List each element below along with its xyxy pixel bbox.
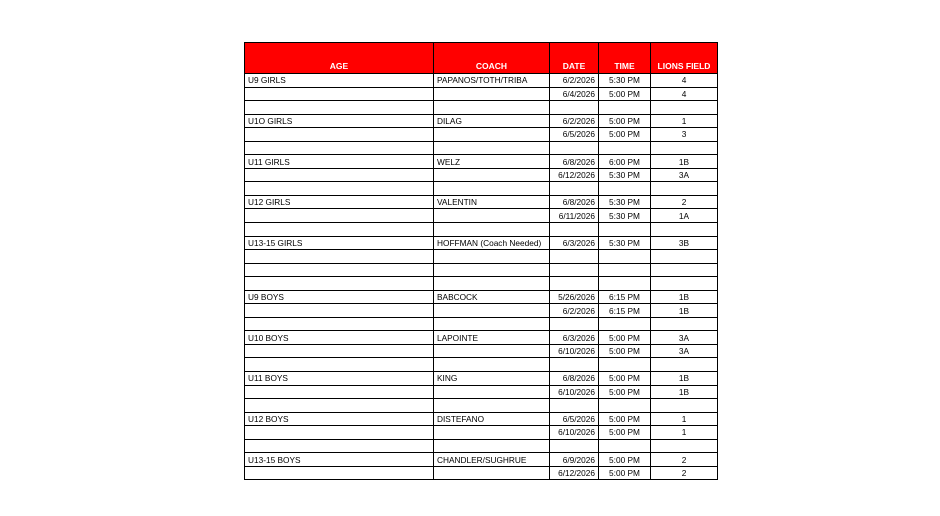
table-row — [245, 141, 718, 155]
table-row — [245, 358, 718, 372]
date-cell — [550, 223, 599, 237]
time-cell: 5:30 PM — [599, 74, 651, 88]
date-cell: 6/3/2026 — [550, 236, 599, 250]
date-cell — [550, 317, 599, 331]
table-row — [245, 290, 718, 304]
table-row — [245, 209, 718, 223]
field-cell: 2 — [651, 195, 718, 209]
field-cell: 3A — [651, 168, 718, 182]
field-cell: 2 — [651, 453, 718, 467]
time-cell — [599, 182, 651, 196]
age-cell: U9 GIRLS — [245, 74, 434, 88]
field-cell: 4 — [651, 87, 718, 101]
time-cell: 5:30 PM — [599, 209, 651, 223]
table-row — [245, 114, 718, 128]
date-cell — [550, 182, 599, 196]
age-cell — [245, 399, 434, 413]
age-cell — [245, 223, 434, 237]
age-cell — [245, 209, 434, 223]
table-row — [245, 426, 718, 440]
field-cell — [651, 317, 718, 331]
time-cell: 5:00 PM — [599, 385, 651, 399]
time-cell: 5:30 PM — [599, 195, 651, 209]
age-cell — [245, 128, 434, 142]
date-cell: 5/26/2026 — [550, 290, 599, 304]
date-cell: 6/11/2026 — [550, 209, 599, 223]
table-row — [245, 399, 718, 413]
header-coach: COACH — [434, 43, 550, 74]
time-cell: 5:00 PM — [599, 87, 651, 101]
field-cell — [651, 250, 718, 264]
date-cell: 6/5/2026 — [550, 128, 599, 142]
time-cell: 6:00 PM — [599, 155, 651, 169]
time-cell — [599, 358, 651, 372]
table-row — [245, 236, 718, 250]
time-cell — [599, 317, 651, 331]
table-row — [245, 331, 718, 345]
coach-cell — [434, 209, 550, 223]
field-cell: 3A — [651, 331, 718, 345]
age-cell — [245, 466, 434, 480]
table-row — [245, 304, 718, 318]
coach-cell — [434, 263, 550, 277]
date-cell — [550, 358, 599, 372]
table-row — [245, 412, 718, 426]
field-cell: 1B — [651, 155, 718, 169]
date-cell — [550, 263, 599, 277]
time-cell — [599, 223, 651, 237]
table-row — [245, 182, 718, 196]
coach-cell — [434, 399, 550, 413]
table-row — [245, 223, 718, 237]
coach-cell — [434, 466, 550, 480]
table-row — [245, 466, 718, 480]
coach-cell — [434, 426, 550, 440]
coach-cell — [434, 304, 550, 318]
age-cell — [245, 101, 434, 115]
field-cell: 1B — [651, 290, 718, 304]
time-cell — [599, 250, 651, 264]
time-cell: 5:00 PM — [599, 344, 651, 358]
time-cell — [599, 263, 651, 277]
table-row — [245, 439, 718, 453]
date-cell — [550, 439, 599, 453]
field-cell — [651, 277, 718, 291]
time-cell — [599, 439, 651, 453]
coach-cell — [434, 439, 550, 453]
table-row — [245, 87, 718, 101]
date-cell: 6/8/2026 — [550, 372, 599, 386]
age-cell — [245, 439, 434, 453]
time-cell: 6:15 PM — [599, 290, 651, 304]
header-age: AGE — [245, 43, 434, 74]
header-row — [245, 43, 718, 74]
coach-cell: HOFFMAN (Coach Needed) — [434, 236, 550, 250]
field-cell — [651, 399, 718, 413]
time-cell: 5:00 PM — [599, 128, 651, 142]
coach-cell — [434, 101, 550, 115]
time-cell: 5:00 PM — [599, 453, 651, 467]
time-cell: 5:30 PM — [599, 168, 651, 182]
date-cell: 6/9/2026 — [550, 453, 599, 467]
age-cell — [245, 277, 434, 291]
table-row — [245, 74, 718, 88]
coach-cell — [434, 277, 550, 291]
age-cell — [245, 87, 434, 101]
field-cell: 1 — [651, 114, 718, 128]
date-cell: 6/10/2026 — [550, 385, 599, 399]
schedule-sheet — [244, 42, 718, 480]
coach-cell — [434, 317, 550, 331]
field-cell — [651, 223, 718, 237]
time-cell — [599, 141, 651, 155]
date-cell: 6/5/2026 — [550, 412, 599, 426]
table-row — [245, 101, 718, 115]
field-cell: 1 — [651, 426, 718, 440]
schedule-table — [244, 42, 718, 480]
age-cell — [245, 141, 434, 155]
table-row — [245, 385, 718, 399]
time-cell — [599, 101, 651, 115]
field-cell: 1B — [651, 385, 718, 399]
field-cell: 1 — [651, 412, 718, 426]
coach-cell: BABCOCK — [434, 290, 550, 304]
coach-cell: KING — [434, 372, 550, 386]
coach-cell: VALENTIN — [434, 195, 550, 209]
age-cell: U12 BOYS — [245, 412, 434, 426]
date-cell — [550, 250, 599, 264]
date-cell — [550, 101, 599, 115]
time-cell: 5:30 PM — [599, 236, 651, 250]
header-lions-field: LIONS FIELD — [651, 43, 718, 74]
age-cell — [245, 304, 434, 318]
field-cell: 3B — [651, 236, 718, 250]
coach-cell: LAPOINTE — [434, 331, 550, 345]
age-cell — [245, 250, 434, 264]
field-cell — [651, 263, 718, 277]
field-cell: 2 — [651, 466, 718, 480]
coach-cell: CHANDLER/SUGHRUE — [434, 453, 550, 467]
time-cell: 5:00 PM — [599, 466, 651, 480]
date-cell: 6/2/2026 — [550, 304, 599, 318]
coach-cell — [434, 385, 550, 399]
field-cell — [651, 141, 718, 155]
field-cell: 1B — [651, 304, 718, 318]
age-cell: U9 BOYS — [245, 290, 434, 304]
time-cell: 5:00 PM — [599, 426, 651, 440]
table-row — [245, 453, 718, 467]
age-cell: U1O GIRLS — [245, 114, 434, 128]
date-cell — [550, 277, 599, 291]
coach-cell — [434, 250, 550, 264]
time-cell: 5:00 PM — [599, 331, 651, 345]
coach-cell — [434, 344, 550, 358]
field-cell: 1A — [651, 209, 718, 223]
coach-cell: PAPANOS/TOTH/TRIBA — [434, 74, 550, 88]
table-row — [245, 277, 718, 291]
time-cell — [599, 399, 651, 413]
coach-cell — [434, 358, 550, 372]
table-row — [245, 372, 718, 386]
age-cell — [245, 168, 434, 182]
date-cell: 6/8/2026 — [550, 155, 599, 169]
table-row — [245, 128, 718, 142]
time-cell: 5:00 PM — [599, 372, 651, 386]
coach-cell — [434, 141, 550, 155]
schedule-body — [245, 74, 718, 480]
field-cell — [651, 358, 718, 372]
date-cell: 6/2/2026 — [550, 114, 599, 128]
age-cell — [245, 344, 434, 358]
table-row — [245, 155, 718, 169]
date-cell — [550, 141, 599, 155]
table-row — [245, 317, 718, 331]
coach-cell — [434, 128, 550, 142]
table-row — [245, 263, 718, 277]
date-cell: 6/12/2026 — [550, 466, 599, 480]
age-cell: U11 BOYS — [245, 372, 434, 386]
age-cell: U10 BOYS — [245, 331, 434, 345]
age-cell — [245, 426, 434, 440]
date-cell: 6/10/2026 — [550, 344, 599, 358]
age-cell — [245, 182, 434, 196]
coach-cell: WELZ — [434, 155, 550, 169]
field-cell — [651, 182, 718, 196]
field-cell: 4 — [651, 74, 718, 88]
date-cell: 6/2/2026 — [550, 74, 599, 88]
date-cell: 6/10/2026 — [550, 426, 599, 440]
time-cell — [599, 277, 651, 291]
header-time: TIME — [599, 43, 651, 74]
coach-cell: DILAG — [434, 114, 550, 128]
age-cell — [245, 358, 434, 372]
date-cell: 6/12/2026 — [550, 168, 599, 182]
table-row — [245, 195, 718, 209]
age-cell: U12 GIRLS — [245, 195, 434, 209]
coach-cell — [434, 182, 550, 196]
coach-cell — [434, 223, 550, 237]
date-cell: 6/4/2026 — [550, 87, 599, 101]
coach-cell — [434, 168, 550, 182]
header-date: DATE — [550, 43, 599, 74]
date-cell: 6/8/2026 — [550, 195, 599, 209]
time-cell: 5:00 PM — [599, 114, 651, 128]
age-cell: U13-15 GIRLS — [245, 236, 434, 250]
table-row — [245, 250, 718, 264]
time-cell: 6:15 PM — [599, 304, 651, 318]
age-cell: U13-15 BOYS — [245, 453, 434, 467]
age-cell — [245, 317, 434, 331]
field-cell: 3 — [651, 128, 718, 142]
date-cell — [550, 399, 599, 413]
age-cell — [245, 385, 434, 399]
field-cell: 1B — [651, 372, 718, 386]
coach-cell — [434, 87, 550, 101]
table-row — [245, 168, 718, 182]
table-row — [245, 344, 718, 358]
coach-cell: DISTEFANO — [434, 412, 550, 426]
field-cell — [651, 101, 718, 115]
field-cell — [651, 439, 718, 453]
age-cell — [245, 263, 434, 277]
field-cell: 3A — [651, 344, 718, 358]
date-cell: 6/3/2026 — [550, 331, 599, 345]
time-cell: 5:00 PM — [599, 412, 651, 426]
age-cell: U11 GIRLS — [245, 155, 434, 169]
